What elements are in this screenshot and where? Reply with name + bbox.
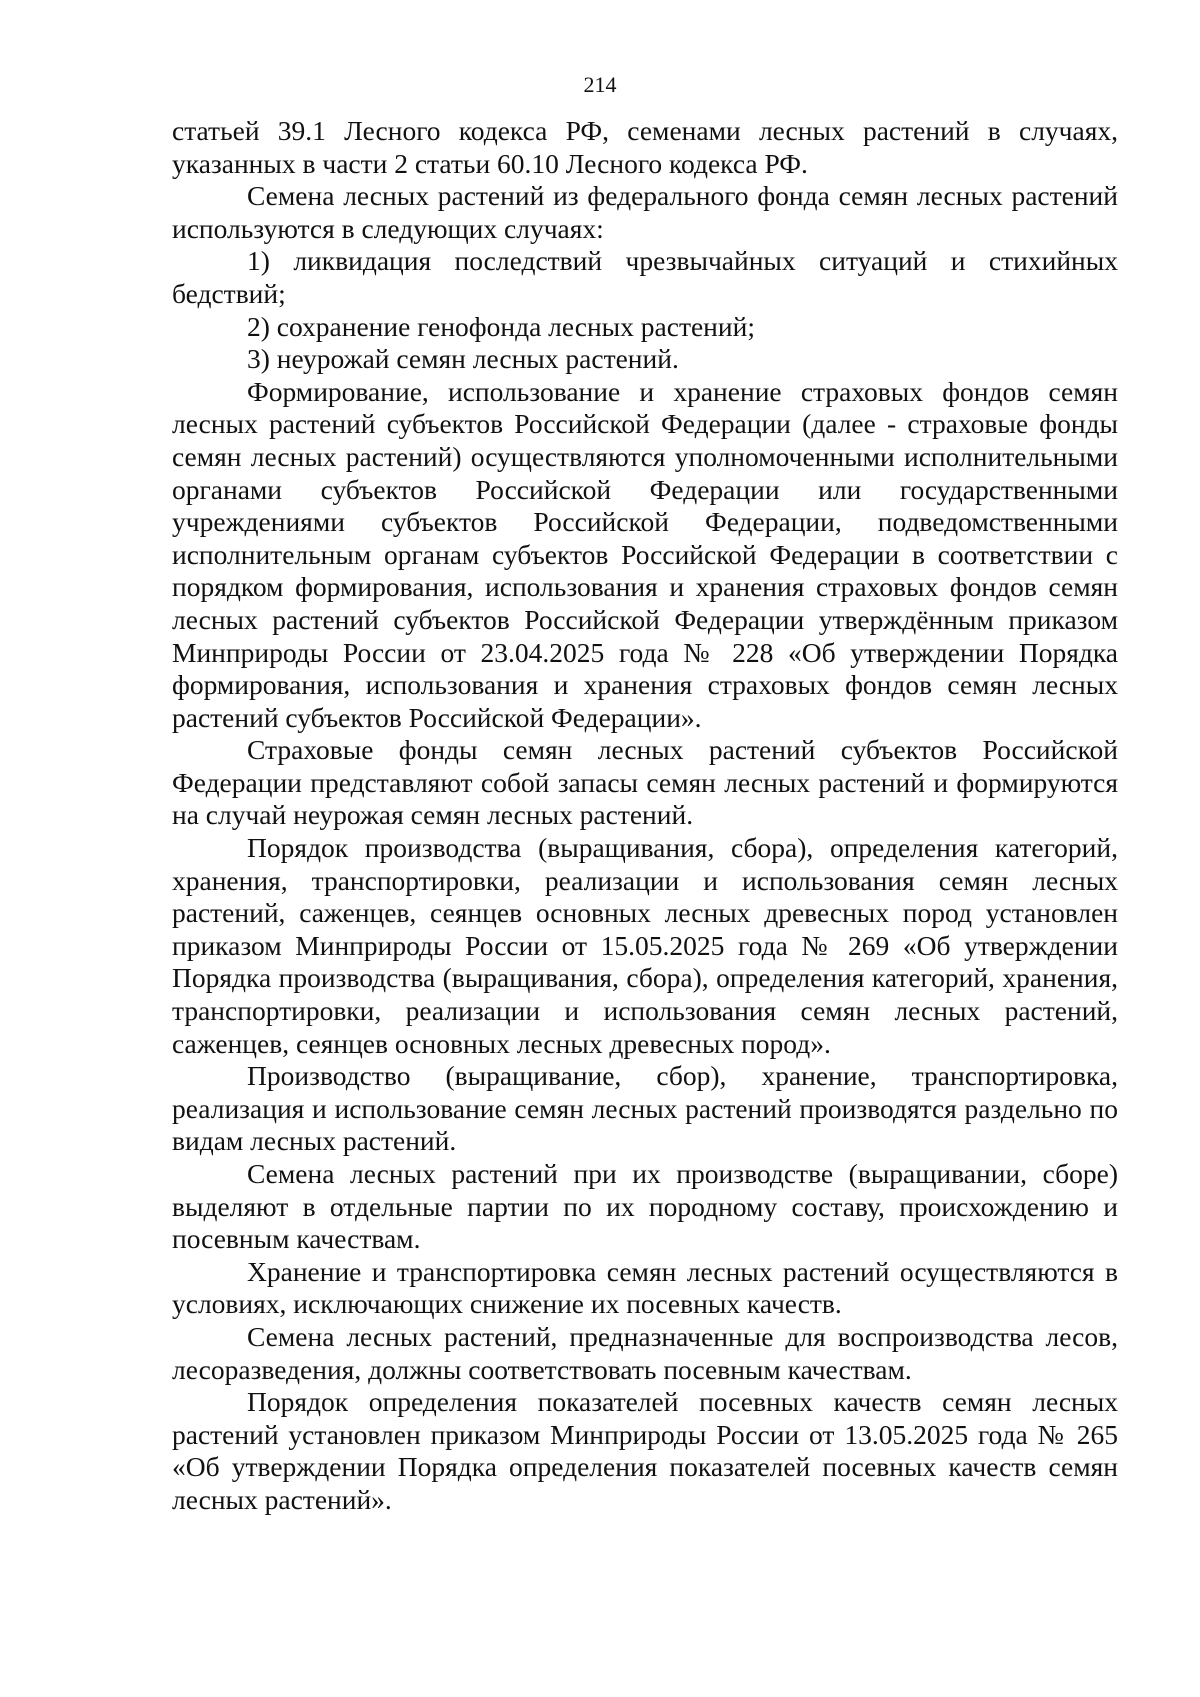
- paragraph-federal-fund-usage: Семена лесных растений из федерального фонда семян лесных растений используются в следующих случаях:: [172, 180, 1118, 244]
- paragraph-seed-lots: Семена лесных растений при их производстве (выращивании, сборе) выделяют в отдельные партии по их породному составу, происхождению и посевным качествам.: [172, 1158, 1118, 1255]
- paragraph-quality-indicators-order: Порядок определения показателей посевных качеств семян лесных растений установлен приказом Минприроды России от 13.05.2025 года № 265 «Об утверждении Порядка определения показателей посевных качеств семян лесных растений».: [172, 1386, 1118, 1515]
- body-text: [172, 115, 1118, 1517]
- page-number: 214: [583, 72, 617, 97]
- paragraph-insurance-funds-formation: Формирование, использование и хранение страховых фондов семян лесных растений субъектов Российской Федерации (далее - страховые фонды семян лесных растений) осуществляются уполномоченными исполнительными органами субъектов Российской Федерации или государственными учреждениями субъектов Российской Федерации, подведомственными исполнительным органам субъектов Российской Федерации в соответствии с порядком формирования, использования и хранения страховых фондов семян лесных растений субъектов Российской Федерации утверждённым приказом Минприроды России от 23.04.2025 года № 228 «Об утверждении Порядка формирования, использования и хранения страховых фондов семян лесных растений субъектов Российской Федерации».: [172, 375, 1118, 733]
- paragraph-storage-transport: Хранение и транспортировка семян лесных растений осуществляются в условиях, исключающих снижение их посевных качеств.: [172, 1255, 1118, 1320]
- paragraph-insurance-funds-definition: Страховые фонды семян лесных растений субъектов Российской Федерации представляют собой запасы семян лесных растений и формируются на случай неурожая семян лесных растений.: [172, 734, 1118, 831]
- list-item-crop-failure: 3) неурожай семян лесных растений.: [247, 343, 679, 375]
- paragraph-continuation: статьей 39.1 Лесного кодекса РФ, семенами лесных растений в случаях, указанных в части 2 статьи 60.10 Лесного кодекса РФ.: [172, 115, 1118, 179]
- paragraph-production-by-species: Производство (выращивание, сбор), хранение, транспортировка, реализация и использование семян лесных растений производятся раздельно по видам лесных растений.: [172, 1060, 1118, 1157]
- paragraph-production-order: Порядок производства (выращивания, сбора), определения категорий, хранения, транспортировки, реализации и использования семян лесных растений, саженцев, сеянцев основных лесных древесных пород установлен приказом Минприроды России от 15.05.2025 года № 269 «Об утверждении Порядка производства (выращивания, сбора), определения категорий, хранения, транспортировки, реализации и использования семян лесных растений, саженцев, сеянцев основных лесных древесных пород».: [172, 832, 1118, 1059]
- list-item-emergency: 1) ликвидация последствий чрезвычайных ситуаций и стихийных бедствий;: [172, 245, 1118, 309]
- paragraph-seed-quality: Семена лесных растений, предназначенные для воспроизводства лесов, лесоразведения, должны соответствовать посевным качествам.: [172, 1320, 1118, 1385]
- list-item-genofund: 2) сохранение генофонда лесных растений;: [247, 310, 755, 342]
